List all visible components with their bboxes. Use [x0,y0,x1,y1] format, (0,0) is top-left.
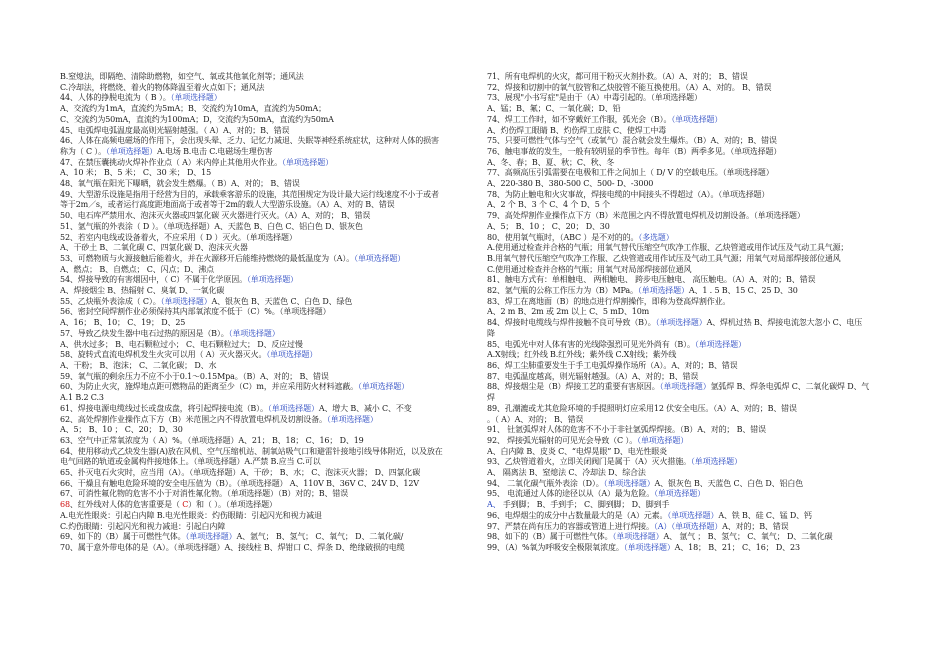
line-text: A、冬、春；B、夏、秋；C、秋、冬 [487,157,615,167]
question-type-tag: （单项选择题） [694,339,746,349]
highlighted-text: 68 [60,500,70,510]
question-line [60,489,460,500]
question-type-tag: （单项选择题） [282,157,333,167]
highlighted-text: C [182,500,189,510]
line-text: 97、严禁在尚有压力的容器或管道上进行焊接。 [487,521,654,531]
question-line [487,532,889,543]
line-text: 44、人体的挣脱电流为（ B ）。 [60,93,171,103]
question-line [487,83,889,94]
line-text: 86、焊工尘肺重要发生于手工电弧焊操作场所（A）。A、对的；B、错误 [487,360,738,370]
question-type-tag: （单项选择题） [690,457,742,467]
line-text: 72、焊接和切割中的氧气胶管和乙炔胶管不能互换使用。（A）A、对的。 B、错误 [487,82,772,92]
question-line [487,200,889,211]
question-line [487,361,889,372]
question-line [487,254,889,265]
question-line [60,147,460,158]
question-line [60,72,460,83]
line-text: A、10 米； B、5 米； C、30 米； D、15 [60,168,212,178]
question-line [60,425,460,436]
question-line [487,500,889,511]
question-line [487,436,889,447]
line-text: 82、氩气瓶的公称工作压力为（B）MPa。 [487,286,638,296]
question-line [60,93,460,104]
question-line [60,350,460,361]
question-line [487,479,889,490]
question-type-tag: （单项选择题） [267,403,319,413]
line-text: 53、可燃物质与火源接触后能着火，并在火源移开后能维持燃烧的最低温度为（A）。 [60,253,355,263]
question-line [60,233,460,244]
question-type-tag: （单项选择题） [106,146,157,156]
question-line [487,393,889,404]
question-line [487,468,889,479]
question-type-tag: （单项选择题） [654,489,706,499]
line-text: A、铁 B、硅 C、锰 D、钙 [718,510,812,520]
question-line [487,489,889,500]
line-text: A、焊接烟尘 B、热辐射 C、臭氧 D、一氧化碳 [60,286,225,296]
question-type-tag: （单项选择题） [659,382,711,392]
question-line [60,275,460,286]
line-text: 91、 钍氩弧焊对人体的危害不不小于非钍氩弧焊焊接。（B）A、对的； B、错误 [487,425,766,435]
question-line [487,115,889,126]
question-line [60,286,460,297]
question-line [487,222,889,233]
question-line [487,318,889,329]
question-line [487,233,889,244]
line-text: 45、电弧焊电弧温度最高则光辐射越强。（ A）A、对的；B、错误 [60,125,290,135]
question-line [60,340,460,351]
line-text: A、灼伤焊工眼睛 B、灼伤焊工皮肤 C、使焊工中毒 [487,125,667,135]
line-text: A、燃点； B、自燃点； C、闪点；D、沸点 [60,264,214,274]
line-text: 57、导致乙炔发生器中电石过热的原因是（B）。 [60,328,229,338]
question-line [60,543,460,554]
line-text: 78、为防止触电和火灾事故，焊接电缆的中间接头不得超过（A）。（单项选择题） [487,189,770,199]
question-line [487,511,889,522]
question-line [487,265,889,276]
line-text: A、18； B、21； C、16； D、23 [674,542,800,552]
question-line [487,243,889,254]
line-text: 71、所有电焊机的火灾，都可用干粉灭火剂扑救。（A）A、对的； B、错误 [487,72,748,81]
line-text: 56、密封空间焊割作业必须保持其内部氧浓度不低于（C）%。（单项选择题） [60,307,331,317]
question-line [60,329,460,340]
line-text: A.电场 B.电击 C.电磁场生理伤害 [156,146,273,156]
line-text: A、焊机过热 B、焊接电流忽大忽小 C、电压 [706,318,863,328]
question-line [487,190,889,201]
question-line [487,382,889,393]
question-type-tag: （单项选择题） [667,510,719,520]
line-text: 88、焊接烟尘是（B）焊接工艺的重要有害原因。 [487,382,660,392]
question-line [60,115,460,126]
line-text: A、锰；B、氟；C、一氧化碳；D、铅 [487,104,621,114]
line-text: B.用氧气替代压缩空气吹净工作服、乙炔管道或用作试压及气动工具气源；用氧气对局部焊接部位通风 [487,253,841,263]
question-line [60,211,460,222]
line-text: A.电光性眼炎：引起白内障 B.电光性眼炎：灼伤眼睛：引起闪光和视力减退 [60,510,322,520]
line-text: C.灼伤眼睛：引起闪光和视力减退：引起白内障 [60,521,226,531]
question-line [60,179,460,190]
line-text: A、16； B、10； C、19； D、25 [60,318,186,328]
question-type-tag: （单项选择题） [603,478,655,488]
line-text: 50、电石库严禁用水、泡沫灭火器或四氯化碳 灭火器进行灭火。（A）A、对的； B、错误 [60,211,371,221]
line-text: 83、焊工在离地面（B）的地点进行焊割操作，即称为登高焊割作业。 [487,296,731,306]
line-text: 59、氧气瓶的剩余压力不应不小于0.1～0.15Mpa。（B）A、对的； B、错误 [60,371,329,381]
line-text: 79、高处焊割作业操作点下方（B）米范围之内不得放置电焊机及切割设备。（单项选择题） [487,211,805,221]
line-text: A、交流约为1mA，直流约为5mA；B、交流约为10mA，直流约为50mA； [60,104,326,114]
question-type-tag: （多选题） [638,232,674,242]
line-text: 52、若室内电线或设备着火，不应采用（ D ）灭火。（单项选择题） [60,232,297,242]
question-line [487,522,889,533]
question-line [487,340,889,351]
question-type-tag: （单项选择题） [185,532,237,542]
line-text: 75、只要可燃性气体与空气（或氧气）混合就会发生爆炸。（B）A、对的；B、错误 [487,136,777,146]
line-text: A.X射线；红外线 B.红外线；紫外线 C.X射线；紫外线 [487,350,677,360]
line-text: 89、孔潮漉或尤其危险环境的手提照明灯应采用12 伏安全电压。（A）A、对的；B、错误 [487,403,797,413]
line-text: 61、焊接电源电缆线过长或盘成盘，将引起焊接电流（B）。 [60,403,268,413]
question-line [487,275,889,286]
question-type-tag: （单项选择题） [671,114,723,124]
question-line [60,243,460,254]
question-line [60,265,460,276]
line-text: 64、使用移动式乙炔发生器(A)放在风机、空气压缩机站、制氧站吸气口和避雷针接地引线导体附近，以及放在 [60,446,443,456]
question-line [60,436,460,447]
question-line [487,93,889,104]
line-text: A、5； B、10 ； C、20； D、30 [60,425,183,435]
line-text: 93、乙炔管道着火，立即关闭阀门是属于（A）灭火措施。 [487,457,691,467]
question-line [487,457,889,468]
question-line [487,350,889,361]
line-text: 63、空气中正常氧浓度为（ A）%。（单项选择题）A、21； B、18； C、16； D、19 [60,435,364,445]
question-line [60,382,460,393]
question-line [487,329,889,340]
line-text: 60、为防止火灾，施焊地点距可燃物品的距离至少（C）m，并应采用防火材料遮蔽。 [60,382,359,392]
line-text: 54、焊接导致的有害烟因中，（ C）不属于化学原因。 [60,275,247,285]
question-line [60,393,460,404]
line-text: 66、干燥且有触电危险环境的安全电压值为（B）。（单项选择题） A、110V B、36V C、24V D、12V [60,478,419,488]
question-line [487,72,889,83]
line-text: A、2 m B、2m 或 2m 以上 C、5 mD、10m [487,307,650,317]
line-text: 81、触电方式有：单相触电、 两相触电、 跨步电压触电、 高压触电。（A）A、对的；B、错误 [487,275,816,285]
question-type-tag: （单项选择题） [326,414,378,424]
line-text: 76、触电事故的发生，一般有较明显的季节性。每年（B）两季多见。（单项选择题） [487,146,782,156]
line-text: 51、氩气瓶的外表涂（ D ）。（单项选择题）A、天蓝色 B、白色 C、铝白色 D、银灰色 [60,221,363,231]
question-line [487,136,889,147]
line-text: 焊 [487,393,495,403]
line-text: A、供水过多； B、电石颗粒过小； C、电石颗粒过大； D、反应过慢 [60,339,303,349]
question-line [487,126,889,137]
question-line [60,468,460,479]
question-line [487,543,889,554]
line-text: 84、焊接时电缆线与焊件接触不良可导致（B）。 [487,318,656,328]
line-text: B.窒熄法，即隔绝、清除助燃物，如空气、氧或其他氧化剂等；通风法 [60,72,304,81]
question-line [60,254,460,265]
line-text: 65、扑灭电石火灾时，应当用（A）。（单项选择题）A、干砂； B、水； C、泡沫灭火器； D、四氯化碳 [60,468,421,478]
line-text: C、交流约为50mA，直流约为100mA；D，交流约为50mA，直流约为50mA [60,114,334,124]
question-line [60,200,460,211]
question-type-tag: （单项选择题） [246,275,298,285]
question-line [60,104,460,115]
question-line [60,136,460,147]
line-text: 49、大型游乐设施是指用于经营为目的，承载乘客游乐的设施，其范围规定为设计最大运行线速度不小于或者 [60,189,439,199]
line-text: A、白内障 B、皮炎 C、“电焊晃眼” D、电光性眼炎 [487,446,667,456]
question-line [60,372,460,383]
line-text: 95、 电流通过人体的途径以从（A）最为危险。 [487,489,655,499]
question-line [60,404,460,415]
question-line [487,286,889,297]
left-text-column [60,72,460,554]
question-line [60,168,460,179]
line-text: C.使用通过检查并合格的气瓶；用氧气对局部焊接部位通风 [487,264,692,274]
question-line [60,522,460,533]
question-line [60,532,460,543]
question-line [487,179,889,190]
question-line [487,147,889,158]
question-line [60,318,460,329]
line-text: 70、属于意外带电体的是（A）。（单项选择题）A、接线柱 B、焊钳口 C、焊条 D、绝缘破损的电缆 [60,542,405,552]
line-text: ）和（ ）。（单项选择题） [188,500,277,510]
line-text: 48、氧气瓶在阳光下曝晒，就会发生燃爆。（ B）A、对的； B、错误 [60,179,300,189]
line-text: C.冷却法，将燃烧、着火的物体降温至着火点如下；通风法 [60,82,265,92]
question-line [60,83,460,94]
question-type-tag: （单项选择题） [160,296,212,306]
question-line [60,361,460,372]
question-line [60,158,460,169]
line-text: A、干砂土 B、二氧化碳 C、四氯化碳 D、泡沫灭火器 [60,243,248,253]
line-text: 55、乙炔瓶外表涂成（ C）。 [60,296,161,306]
question-line [487,307,889,318]
question-line [60,479,460,490]
line-text: 87、电弧温度越高，则光辐射越强。（A）A、对的；B、错误 [487,371,699,381]
question-line [60,415,460,426]
line-text: A、增大 B、减小 C、不变 [318,403,412,413]
line-text: A、对的；B、错误 [722,521,789,531]
question-type-tag: （单项选择题） [170,93,222,103]
question-type-tag: （单项选择题） [612,532,664,542]
line-text: 氩弧焊 B、焊条电弧焊 C、二氧化碳焊 D、气 [710,382,870,392]
question-line [487,415,889,426]
right-text-column [487,72,889,554]
line-text: 电气回路的轨道或金属构件接地体上。（单项选择题）A.严禁 B.应当 C.可以 [60,457,321,467]
question-type-tag: （单项选择题） [266,350,318,360]
question-type-tag: （A）（单项选择题） [653,521,723,531]
question-line [60,307,460,318]
question-line [487,158,889,169]
line-text: A、银灰色 B、天蓝色 C、白色 D、铝白色 [654,478,804,488]
line-text: A、氩气； B、氢气； C、氧气； D、二氧化碳/ [236,532,404,542]
question-type-tag: （单项选择题） [655,318,707,328]
question-line [487,372,889,383]
line-text: 降 [487,328,495,338]
line-text: 74、焊工工作时，如不穿戴好工作服，弧光会（B）。 [487,114,672,124]
question-type-tag: （单项选择题） [637,435,689,445]
question-type-tag: （单项选择题） [637,286,689,296]
question-line [60,447,460,458]
line-text: A、220-380 B、380-500 C、500- D、-3000 [487,179,654,189]
line-text: 69、如下的（B）属于可燃性气体。 [60,532,186,542]
line-text: A、 隔离法 B、窒熄法 C、冷却法 D、综合法 [487,468,646,478]
question-line [60,511,460,522]
line-text: A、1 . 5 B、15 C、25 D、30 [688,286,798,296]
question-line [487,211,889,222]
line-text: 99、（A）%氧为呼吸安全极限氧浓度。 [487,542,624,552]
question-type-tag: A、 [487,500,501,510]
question-type-tag: （单项选择题） [358,382,409,392]
question-line [60,457,460,468]
line-text: 77、高频高压引弧需要在电极和工件之间加上（ D/ V 的空载电压。（单项选择题） [487,168,774,178]
question-line [60,190,460,201]
line-text: A、干粉； B、泡沫； C、二氧化碳； D、水 [60,360,217,370]
line-text: 称为（ C ）。 [60,146,107,156]
question-line [487,168,889,179]
question-line [487,104,889,115]
question-line [487,297,889,308]
question-type-tag: （单项选择题） [623,542,675,552]
question-line [60,297,460,308]
line-text: 96、电焊烟尘的成分中占数量最大的是（A）元素。 [487,510,668,520]
line-text: A、银灰色 B、天蓝色 C、白色 D、绿色 [211,296,353,306]
line-text: 73、展现"小书写症"是由于（A）中毒引起的。（单项选择题） [487,93,702,103]
line-text: A.1 B.2 C.3 [60,393,104,403]
line-text: 等于2m／s，或者运行高度距地面高于或者等于2m的载人大型游乐设施。（A）A、对的 B、错误 [60,200,395,210]
line-text: 手到脚； B、手到手； C、脚到脚； D、脚到手 [500,500,670,510]
line-text: 80、使用氧气瓶时，（ABC ）是不对的的。 [487,232,639,242]
line-text: 62、高处焊割作业操作点下方（B）米范围之内不得放置电焊机及切割设备。 [60,414,327,424]
line-text: 92、 焊接弧光辐射的可见光会导致（C ）。 [487,435,638,445]
line-text: 。（ A）A、对的； B、错误 [487,414,584,424]
line-text: 98、如下的（B）属于可燃性气体。 [487,532,613,542]
question-line [487,425,889,436]
question-line [487,404,889,415]
line-text: 46、人体在高频电磁场的作用下，会出现头晕、乏力、记忆力减退、失眠等神经系统症状，这种对人体的损害 [60,136,439,146]
line-text: A、2 个 B、3 个 C、4 个 D、5 个 [487,200,610,210]
question-line [487,447,889,458]
question-type-tag: （单项选择题） [354,253,406,263]
line-text: 85、电弧光中对人体有害的光线除强烈可见光外尚有（B）。 [487,339,695,349]
question-line [60,126,460,137]
line-text: A.使用通过检查并合格的气瓶；用氧气替代压缩空气吹净工作服、乙炔管道或用作试压及气动工具气源； [487,243,849,253]
question-line [60,500,460,511]
question-line [60,222,460,233]
line-text: 47、在禁压囊挑动火焊补作业点（ A）米内停止其他用火作业。 [60,157,282,167]
line-text: A、5； B、10 ； C、20； D、30 [487,221,610,231]
line-text: A、 氩气 ； B、氢气； C、氧气； D、二氧化碳 [663,532,833,542]
question-type-tag: （单项选择题） [228,328,280,338]
line-text: 94、 二氧化碳气瓶外表涂（D）。 [487,478,604,488]
line-text: 、红外线对人体的危害重要是（ [69,500,183,510]
line-text: 58、旋转式直流电焊机发生火灾可以用（ A）灭火器灭火。 [60,350,267,360]
line-text: 67、可消性氟化物的危害不小于对消性氟化物。（单项选择题）（B）对的；B、错误 [60,489,349,499]
